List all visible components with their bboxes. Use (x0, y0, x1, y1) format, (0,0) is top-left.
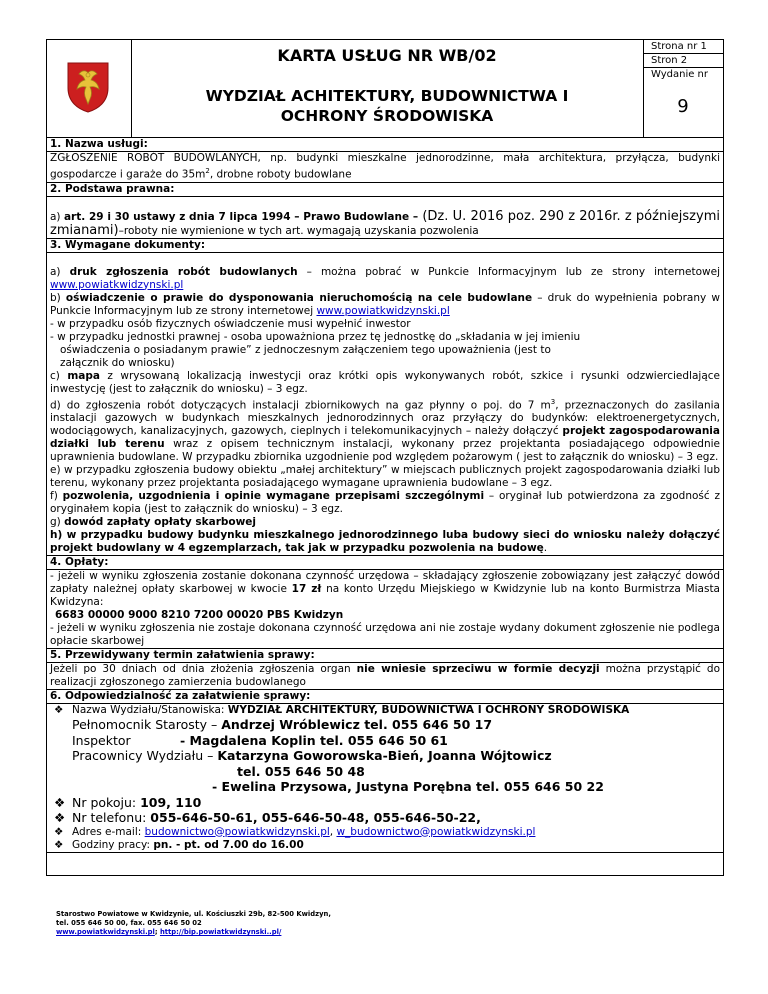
title-cell (131, 40, 644, 137)
section-3-heading: 3. Wymagane dokumenty: (46, 238, 724, 253)
section-3-body: a) druk zgłoszenia robót budowlanych – można pobrać w Punkcie Informacyjnym lub ze strony internetowej www.powiatkwidzynski.pl b) oświadczenie o prawie do dysponowania nieruchomością na cele budowlane – druk do wypełnienia pobrany w Punkcie Informacyjnym lub ze strony internetowej www.powiatkwidzynski.pl - w przypadku osób fizycznych oświadczenie musi wypełnić inwestor - w przypadku jednostki prawnej - osoba upoważniona przez tę jednostkę do „składania w jej imieniu oświadczenia o posiadanym prawie” z jednoczesnym załączeniem tego upoważnienia (jest to załącznik do wniosku) c) mapa z wrysowaną lokalizacją inwestycji oraz krótki opis wykonywanych robót, szkice i rysunki odzwierciedlające inwestycję (jest to załącznik do wniosku) – 3 egz. d) do zgłoszenia robót dotyczących instalacji zbiornikowych na gaz płynny o poj. do 7 $m^3$, przeznaczonych do zasilania instalacji gazowych w budynkach mieszkalnych jednorodzinnych oraz przyłączy do budynków: elektroenergetycznych, wodociągowych, kanalizacyjnych, gazowych, cieplnych i telekomunikacyjnych – należy dołączyć projekt zagospodarowania działki lub terenu wraz z opisem technicznym instalacji, wykonany przez projektanta posiadającego odpowiednie uprawnienia budowlane. W przypadku zbiornika uzgodnienie pod względem pożarowym ( jest to załącznik do wniosku) – 3 egz. e) w przypadku zgłoszenia budowy obiektu „małej architektury” w miejscach publicznych projekt zagospodarowania działki lub terenu, wykonany przez projektanta posiadającego wymagane uprawnienia budowlane – 3 egz. f) pozwolenia, uzgodnienia i opinie wymagane przepisami szczególnymi – oryginał lub potwierdzona za zgodność z oryginałem kopia (jest to załącznik do wniosku) – 3 egz. g) dowód zapłaty opłaty skarbowej h) w przypadku budowy budynku mieszkalnego jednorodzinnego luba budowy sieci do wniosku należy dołączyć projekt budowlany w 4 egzemplarzach, tak jak w przypadku pozwolenia na budowę. (46, 253, 724, 556)
section-5-heading: 5. Przewidywany termin załatwienia sprawy: (46, 648, 724, 663)
footer: Starostwo Powiatowe w Kwidzynie, ul. Kościuszki 29b, 82-500 Kwidzyn, tel. 055 646 50 00, fax. 055 646 50 02 www.powiatkwidzynski.pl; http://bip.powiatkwidzynski..pl/ (56, 910, 331, 936)
logo-cell (47, 40, 132, 137)
section-1-body: ZGŁOSZENIE ROBÓT BUDOWLANYCH, np. budynki mieszkalne jednorodzinne, mała architektura, przyłącza, budynki gospodarcze i garaże do $35m^2$, drobne roboty budowlane (46, 152, 724, 182)
department-title: WYDZIAŁ ACHITEKTURY, BUDOWNICTWA I OCHRONY ŚRODOWISKA (205, 87, 569, 125)
section-1-heading: 1. Nazwa usługi: (46, 138, 724, 152)
item-e: e) w przypadku zgłoszenia budowy obiektu „małej architektury” w miejscach publicznych projekt zagospodarowania działki lub terenu, wykonany przez projektanta posiadającego wymagane uprawnienia budowlane – 3 egz. (50, 464, 720, 489)
header-table (46, 39, 724, 138)
item-a: a) druk zgłoszenia robót budowlanych – można pobrać w Punkcie Informacyjnym lub ze strony internetowej www.powiatkwidzynski.pl (50, 265, 721, 291)
page-info-cell (643, 40, 723, 137)
website-link-2[interactable]: www.powiatkwidzynski.pl (316, 304, 450, 317)
empty-row (46, 853, 724, 876)
diamond-bullet-icon: ❖ (54, 794, 66, 810)
section-5-body: Jeżeli po 30 dniach od dnia złożenia zgłoszenia organ nie wniesie sprzeciwu w formie decyzji można przystąpić do realizacji zgłoszonego zamierzenia budowlanego (46, 663, 724, 689)
email-link-2[interactable]: w_budownictwo@powiatkwidzynski.pl (336, 825, 536, 838)
edition-label: Wydanie nr (651, 69, 709, 80)
section-2-heading: 2. Podstawa prawna: (46, 182, 724, 197)
card-title: KARTA USŁUG NR WB/02 (277, 46, 497, 65)
footer-website-link[interactable]: www.powiatkwidzynski.pl (56, 928, 155, 936)
footer-bip-link[interactable]: http://bip.powiatkwidzynski..pl/ (159, 928, 282, 936)
document-body (46, 138, 724, 876)
diamond-bullet-icon: ❖ (54, 704, 64, 716)
website-link[interactable]: www.powiatkwidzynski.pl (50, 278, 184, 291)
item-c: c) mapa z wrysowaną lokalizacją inwestycji oraz krótki opis wykonywanych robót, szkice i rysunki odzwierciedlające inwestycję (jest to załącznik do wniosku) – 3 egz. (50, 369, 720, 395)
section-4-heading: 4. Opłaty: (46, 555, 724, 570)
item-d: d) do zgłoszenia robót dotyczących instalacji zbiornikowych na gaz płynny o poj. do 7 $m^3$, przeznaczonych do zasilania instalacji gazowych w budynkach mieszkalnych jednorodzinnych oraz przyłączy do budynków: elektroenergetycznych, wodociągowych, kanalizacyjnych, gazowych, cieplnych i telekomunikacyjnych – należy dołączyć projekt zagospodarowania działki lub terenu wraz z opisem technicznym instalacji, wykonany przez projektanta posiadającego odpowiednie uprawnienia budowlane. W przypadku zbiornika uzgodnienie pod względem pożarowym ( jest to załącznik do wniosku) – 3 egz. (50, 397, 720, 463)
page-number: Strona nr 1 (643, 40, 723, 54)
edition-number: 9 (677, 96, 689, 117)
bank-account: 6683 00000 9000 8210 7200 00020 PBS Kwidzyn (55, 609, 344, 621)
diamond-bullet-icon: ❖ (54, 838, 64, 851)
page-count: Stron 2 (643, 54, 723, 68)
item-h: h) w przypadku budowy budynku mieszkalnego jednorodzinnego luba budowy sieci do wniosku należy dołączyć projekt budowlany w 4 egzemplarzach, tak jak w przypadku pozwolenia na budowę. (50, 529, 720, 554)
diamond-bullet-icon: ❖ (54, 825, 64, 838)
email-link-1[interactable]: budownictwo@powiatkwidzynski.pl (144, 825, 330, 838)
section-2-body: a) art. 29 i 30 ustawy z dnia 7 lipca 1994 – Prawo Budowlane – (Dz. U. 2016 poz. 290 z 2016r. z późniejszymi zmianami)–roboty nie wymienione w tych art. wymagają uzyskania pozwolenia (46, 197, 724, 238)
coat-of-arms-logo (65, 60, 111, 114)
item-f: f) pozwolenia, uzgodnienia i opinie wymagane przepisami szczególnymi – oryginał lub potwierdzona za zgodność z oryginałem kopia (jest to załącznik do wniosku) – 3 egz. (50, 490, 721, 515)
diamond-bullet-icon: ❖ (54, 810, 66, 825)
item-b: b) oświadczenie o prawie do dysponowania nieruchomością na cele budowlane – druk do wypełnienia pobrany w Punkcie Informacyjnym lub ze strony internetowej www.powiatkwidzynski.pl (50, 291, 720, 317)
item-g: g) dowód zapłaty opłaty skarbowej (50, 516, 257, 528)
section-6-body: ❖ Nazwa Wydziału/Stanowiska: WYDZIAŁ ARCHITEKTURY, BUDOWNICTWA I OCHRONY ŚRODOWISKA Pełnomocnik Starosty – Andrzej Wróblewicz tel. 055 646 50 17 Inspektor - Magdalena Koplin tel. 055 646 50 61 Pracownicy Wydziału – Katarzyna Goworowska-Bień, Joanna Wójtowicz tel. 055 646 50 48 - Ewelina Przysowa, Justyna Porębna tel. 055 646 50 22 ❖ Nr pokoju: 109, 110 ❖ Nr telefonu: 055-646-50-61, 055-646-50-48, 055-646-50-22, ❖ Adres e-mail: budownictwo@powiatkwidzynski.pl, w_budownictwo@powiatkwidzynski.pl ❖ Godziny pracy: pn. - pt. od 7.00 do 16.00 (46, 704, 724, 853)
section-6-heading: 6. Odpowiedzialność za załatwienie sprawy: (46, 689, 724, 704)
section-4-body: - jeżeli w wyniku zgłoszenia zostanie dokonana czynność urzędowa – składający zgłoszenie zobowiązany jest załączyć dowód zapłaty należnej opłaty skarbowej w kwocie 17 zł na konto Urzędu Miejskiego w Kwidzynie lub na konto Burmistrza Miasta Kwidzyna: 6683 00000 9000 8210 7200 00020 PBS Kwidzyn - jeżeli w wyniku zgłoszenia nie zostaje dokonana czynność urzędowa ani nie zostaje wydany dokument zgłoszenie nie podlega opłacie skarbowej (46, 570, 724, 648)
